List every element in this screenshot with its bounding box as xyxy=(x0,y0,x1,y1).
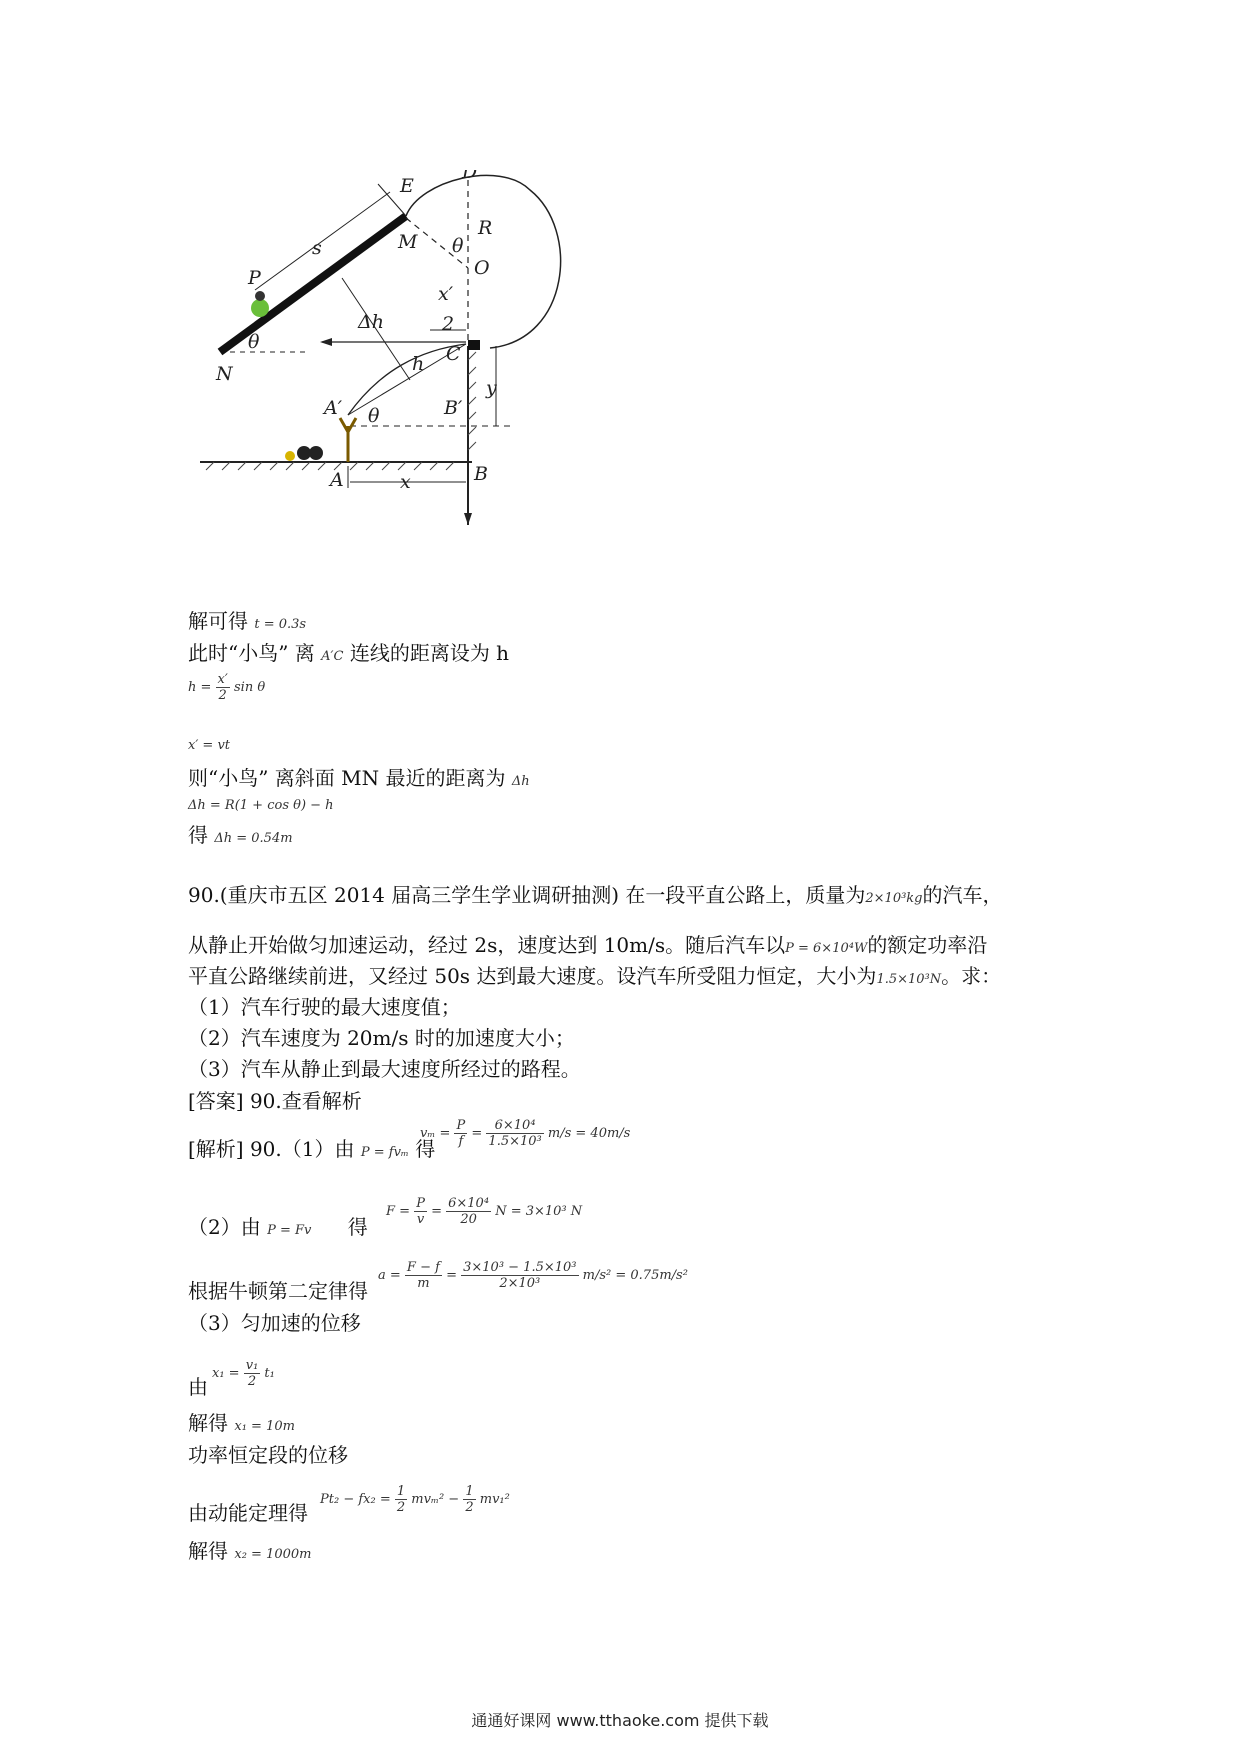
label-P: P xyxy=(248,267,261,289)
eq-vm xyxy=(420,1118,630,1149)
label-B: B xyxy=(474,463,488,485)
text: 连线的距离设为 h xyxy=(349,641,510,665)
fraction xyxy=(414,1196,427,1227)
fraction xyxy=(463,1484,475,1515)
q90-line1 xyxy=(188,882,1003,912)
q90-answer: [答案] 90.查看解析 xyxy=(188,1089,362,1113)
q90-item1: （1）汽车行驶的最大速度值； xyxy=(188,995,461,1019)
text: 此时“小鸟” 离 xyxy=(188,641,315,665)
eq-part: = xyxy=(431,1204,442,1219)
q90-item2: （2）汽车速度为 20m/s 时的加速度大小； xyxy=(188,1026,575,1050)
den: 2×10³ xyxy=(499,1276,541,1291)
q90-analysis-2 xyxy=(188,1214,368,1244)
q90-line3 xyxy=(188,963,1001,993)
text: 90.(重庆市五区 2014 届高三学生学业调研抽测) 在一段平直公路上，质量为 xyxy=(188,883,866,907)
num: 6×10⁴ xyxy=(448,1196,490,1211)
den: f xyxy=(458,1134,464,1149)
text: 由 xyxy=(188,1375,208,1399)
den: 2 xyxy=(218,688,227,703)
num: 3×10³ − 1.5×10³ xyxy=(463,1260,577,1275)
eq-part: a = xyxy=(378,1268,401,1283)
line-solve-t xyxy=(188,608,306,638)
label-A: A xyxy=(330,469,344,491)
eq-a xyxy=(378,1260,688,1291)
eq-AC: A′C xyxy=(321,649,344,664)
label-A-prime: A′ xyxy=(324,397,343,419)
eq-t: t = 0.3s xyxy=(254,617,307,632)
eq-x2: x₂ = 1000m xyxy=(234,1547,312,1562)
page-footer: 通通好课网 www.tthaoke.com 提供下载 xyxy=(471,1711,769,1730)
text: 得 xyxy=(347,1215,368,1239)
line-result-dh xyxy=(188,822,293,852)
q90-analysis-4: （3）匀加速的位移 xyxy=(188,1311,361,1335)
label-x: x xyxy=(400,471,411,493)
eq-x1-formula xyxy=(212,1358,275,1389)
num: P xyxy=(456,1118,466,1133)
label-R: R xyxy=(478,217,493,239)
eq-mass: 2×10³kg xyxy=(865,891,923,906)
eq-F xyxy=(386,1196,582,1227)
eq-h xyxy=(188,672,265,703)
label-x-half-num: x′ xyxy=(438,283,454,305)
text: 解得 xyxy=(188,1411,228,1435)
num: v₁ xyxy=(245,1358,259,1373)
eq-part: x₁ = xyxy=(212,1366,240,1381)
eq-part: F = xyxy=(386,1204,411,1219)
q90-analysis-5 xyxy=(188,1374,208,1400)
den: 2 xyxy=(396,1500,406,1515)
text: 从静止开始做匀加速运动，经过 2s，速度达到 10m/s。随后汽车以 xyxy=(188,933,786,957)
diagram-svg xyxy=(200,170,700,600)
label-s: s xyxy=(312,237,322,259)
den: v xyxy=(416,1212,425,1227)
text: 。求： xyxy=(941,964,1002,988)
eq-x1: x₁ = 10m xyxy=(234,1419,295,1434)
den: m xyxy=(417,1276,430,1291)
label-N: N xyxy=(216,363,233,385)
q90-item3: （3）汽车从静止到最大速度所经过的路程。 xyxy=(188,1057,581,1081)
label-theta-a: θ xyxy=(368,405,380,427)
den: 2 xyxy=(465,1500,474,1515)
label-delta-h: Δh xyxy=(358,311,384,333)
q90-analysis-6 xyxy=(188,1410,295,1440)
num: 1 xyxy=(396,1484,406,1499)
q90-analysis-9 xyxy=(188,1538,311,1568)
label-y: y xyxy=(486,377,497,399)
eq-dh-formula: Δh = R(1 + cos θ) − h xyxy=(188,798,334,813)
label-E: E xyxy=(400,175,414,197)
eq-part: = xyxy=(471,1126,483,1141)
eq-part: vₘ = xyxy=(420,1126,451,1141)
line-min-distance xyxy=(188,765,530,795)
label-B-prime: B′ xyxy=(444,397,463,419)
num: x′ xyxy=(217,672,228,687)
num: 1 xyxy=(465,1484,474,1499)
label-theta-top: θ xyxy=(452,235,464,257)
text: [解析] 90.（1）由 xyxy=(188,1137,355,1161)
den: 20 xyxy=(460,1212,477,1227)
eq-part: mvₘ² − xyxy=(411,1492,460,1507)
eq-part: N = 3×10³ N xyxy=(495,1204,583,1219)
label-theta-n: θ xyxy=(248,331,260,353)
label-D: D xyxy=(462,170,478,183)
label-x-half-den: 2 xyxy=(442,313,455,335)
den: 1.5×10³ xyxy=(488,1134,542,1149)
text: 根据牛顿第二定律得 xyxy=(188,1279,368,1303)
eq-dh: Δh xyxy=(511,774,530,789)
fraction xyxy=(405,1260,442,1291)
text: 的额定功率沿 xyxy=(867,933,988,957)
label-C: C xyxy=(446,343,461,365)
fraction xyxy=(395,1484,407,1515)
fraction xyxy=(244,1358,261,1389)
label-M: M xyxy=(398,231,418,253)
eq-part: m/s² = 0.75m/s² xyxy=(582,1268,688,1283)
text: 则“小鸟” 离斜面 MN 最近的距离为 xyxy=(188,766,506,790)
eq: P = Fv xyxy=(267,1223,312,1238)
eq-part: t₁ xyxy=(264,1366,275,1381)
eq-dh-result: Δh = 0.54m xyxy=(214,831,293,846)
text: 得 xyxy=(188,823,208,847)
eq-part: Pt₂ − fx₂ = xyxy=(320,1492,391,1507)
text: 的汽车， xyxy=(922,883,1003,907)
q90-analysis-1 xyxy=(188,1136,435,1166)
label-h: h xyxy=(412,353,425,375)
text: 由动能定理得 xyxy=(188,1501,308,1525)
den: 2 xyxy=(247,1374,257,1389)
line-distance-h xyxy=(188,640,509,670)
physics-diagram xyxy=(200,170,700,600)
text: 解得 xyxy=(188,1539,228,1563)
num: 6×10⁴ xyxy=(486,1118,543,1134)
label-O: O xyxy=(474,257,490,279)
num: F − f xyxy=(406,1260,440,1275)
eq-resistance: 1.5×10³N xyxy=(876,972,942,987)
eq-energy xyxy=(320,1484,510,1515)
eq-x: x′ = vt xyxy=(188,738,231,753)
q90-analysis-7: 功率恒定段的位移 xyxy=(188,1443,348,1467)
text: 平直公路继续前进，又经过 50s 达到最大速度。设汽车所受阻力恒定，大小为 xyxy=(188,964,877,988)
fraction xyxy=(454,1118,467,1149)
fraction xyxy=(446,1196,491,1227)
fraction xyxy=(461,1260,578,1291)
eq: P = fvₘ xyxy=(360,1145,409,1160)
eq-part: m/s = 40m/s xyxy=(547,1126,631,1141)
q90-line2 xyxy=(188,932,987,962)
num: P xyxy=(416,1196,425,1211)
fraction xyxy=(216,672,230,703)
eq-part: = xyxy=(446,1268,457,1283)
q90-analysis-8 xyxy=(188,1500,308,1526)
text: 得 xyxy=(415,1137,436,1161)
eq-part: h = xyxy=(188,680,212,695)
eq-part: sin θ xyxy=(233,680,266,695)
text: （2）由 xyxy=(188,1215,261,1239)
fraction xyxy=(486,1118,543,1149)
text: 解可得 xyxy=(188,609,248,633)
q90-analysis-3 xyxy=(188,1278,368,1304)
eq-part: mv₁² xyxy=(479,1492,510,1507)
eq-power: P = 6×10⁴W xyxy=(785,941,868,956)
